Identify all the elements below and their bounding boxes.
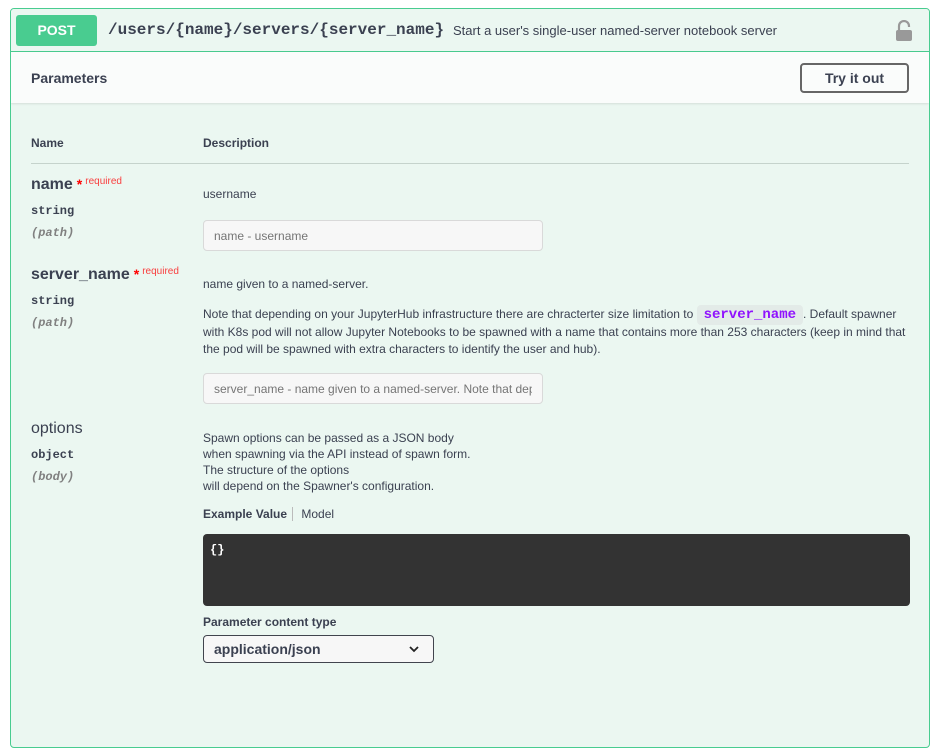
param-location: (path): [31, 316, 75, 330]
column-header-description: Description: [203, 136, 270, 150]
parameters-header: [11, 52, 929, 103]
required-label: required: [85, 176, 122, 187]
param-type: string: [31, 294, 75, 308]
required-star: *: [133, 266, 140, 282]
param-type: object: [31, 448, 75, 462]
desc-line: Spawn options can be passed as a JSON body: [203, 431, 454, 445]
required-label: required: [142, 266, 179, 277]
operation-header[interactable]: [11, 9, 929, 52]
example-tabs: [203, 507, 334, 521]
inline-code: server_name: [697, 305, 803, 325]
param-name-text: server_name: [31, 266, 130, 283]
tab-model[interactable]: Model: [301, 507, 335, 521]
param-description: [203, 430, 471, 494]
operation-block: [10, 8, 930, 748]
example-code-block: {}: [203, 534, 910, 606]
param-server-name-label: [31, 266, 179, 284]
param-note: [203, 306, 913, 358]
required-star: *: [76, 176, 83, 192]
unlocked-padlock-icon[interactable]: [895, 20, 913, 42]
param-name-label: [31, 176, 122, 194]
param-location: (path): [31, 226, 75, 240]
method-badge: POST: [16, 15, 97, 46]
param-description: username: [203, 187, 257, 201]
operation-summary: Start a user's single-user named-server notebook server: [453, 23, 778, 38]
header-divider: [31, 163, 909, 164]
content-type-select[interactable]: [203, 635, 434, 663]
server-name-input[interactable]: [203, 373, 543, 404]
note-text: . Default spawner with K8s pod will not allow Jupyter Notebooks to be spawned with a name that contains more than 253 characters (keep in mind that the pod will be spawned with extra characters to identify the user and hub).: [203, 307, 906, 356]
content-type-label: Parameter content type: [203, 615, 337, 629]
param-name-text: name: [31, 176, 73, 193]
try-it-out-button[interactable]: Try it out: [800, 63, 909, 93]
operation-path: /users/{name}/servers/{server_name}: [108, 21, 445, 39]
desc-line: will depend on the Spawner's configuration.: [203, 479, 435, 493]
name-input[interactable]: [203, 220, 543, 251]
param-options-label: options: [31, 420, 83, 437]
tab-example-value[interactable]: Example Value: [203, 507, 293, 521]
desc-line: The structure of the options: [203, 463, 350, 477]
note-text: Note that depending on your JupyterHub infrastructure there are chracterter size limitation to: [203, 307, 697, 321]
param-description: name given to a named-server.: [203, 277, 369, 291]
param-type: string: [31, 204, 75, 218]
param-location: (body): [31, 470, 75, 484]
column-header-name: Name: [31, 136, 64, 150]
content-type-value: application/json: [214, 641, 321, 657]
chevron-down-icon: [409, 646, 419, 653]
parameters-title: Parameters: [31, 70, 108, 86]
desc-line: when spawning via the API instead of spawn form.: [203, 447, 471, 461]
